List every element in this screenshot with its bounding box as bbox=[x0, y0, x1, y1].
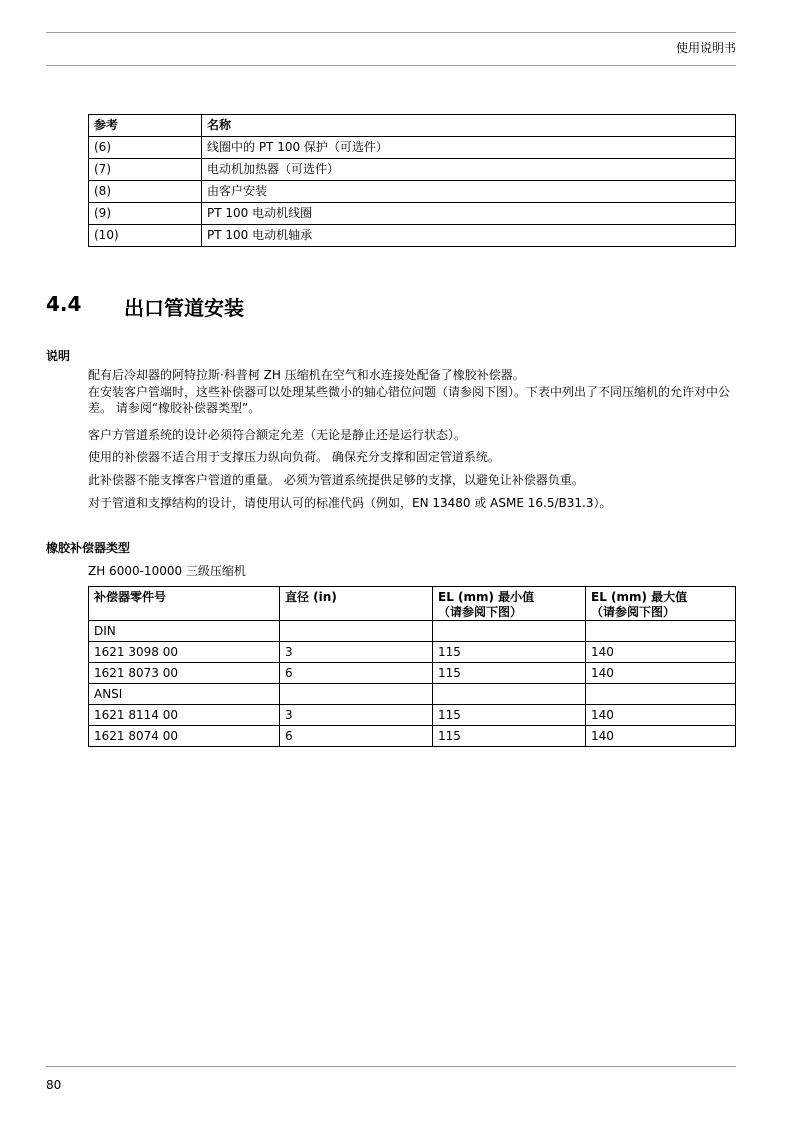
table-cell: 6 bbox=[280, 726, 433, 747]
compensator-subtitle: ZH 6000-10000 三级压缩机 bbox=[88, 564, 246, 578]
page-number: 80 bbox=[46, 1078, 62, 1092]
table-cell bbox=[433, 621, 586, 642]
header-cell-reference: 参考 bbox=[89, 115, 202, 137]
table-cell bbox=[280, 684, 433, 705]
header-cell-part-number bbox=[89, 587, 280, 621]
table-cell: (10) bbox=[89, 225, 202, 247]
description-paragraph: 配有后冷却器的阿特拉斯·科普柯 ZH 压缩机在空气和水连接处配备了橡胶补偿器。 bbox=[88, 368, 525, 382]
table-cell: 115 bbox=[433, 642, 586, 663]
table-cell: 线圈中的 PT 100 保护（可选件） bbox=[202, 137, 736, 159]
table-cell: 6 bbox=[280, 663, 433, 684]
table-cell: 140 bbox=[586, 663, 736, 684]
table-header-row bbox=[89, 115, 736, 137]
table-row bbox=[89, 663, 736, 684]
table-cell: 140 bbox=[586, 642, 736, 663]
table-cell: 1621 8074 00 bbox=[89, 726, 280, 747]
header-label: EL (mm) 最小值 bbox=[438, 590, 535, 604]
table-cell bbox=[586, 684, 736, 705]
table-cell: PT 100 电动机线圈 bbox=[202, 203, 736, 225]
table-cell: 1621 3098 00 bbox=[89, 642, 280, 663]
table-cell: 3 bbox=[280, 705, 433, 726]
table-cell bbox=[433, 684, 586, 705]
table-header-row bbox=[89, 587, 736, 621]
table-cell: 140 bbox=[586, 705, 736, 726]
table-row bbox=[89, 621, 736, 642]
table-cell: 115 bbox=[433, 663, 586, 684]
table-cell: 140 bbox=[586, 726, 736, 747]
table-row bbox=[89, 137, 736, 159]
header-title: 使用说明书 bbox=[675, 41, 736, 55]
table-cell: (9) bbox=[89, 203, 202, 225]
header-cell-name: 名称 bbox=[202, 115, 736, 137]
header-note: （请参阅下图） bbox=[591, 605, 676, 619]
header-top-rule bbox=[46, 32, 736, 33]
table-cell: PT 100 电动机轴承 bbox=[202, 225, 736, 247]
table-row bbox=[89, 225, 736, 247]
header-cell-el-min bbox=[433, 587, 586, 621]
compensator-heading: 橡胶补偿器类型 bbox=[46, 541, 131, 555]
table-row bbox=[89, 726, 736, 747]
table-cell: (8) bbox=[89, 181, 202, 203]
table-cell: (7) bbox=[89, 159, 202, 181]
table-cell: 3 bbox=[280, 642, 433, 663]
table-cell bbox=[280, 621, 433, 642]
table-cell: 由客户安装 bbox=[202, 181, 736, 203]
table-cell: 115 bbox=[433, 705, 586, 726]
compensator-table bbox=[88, 586, 736, 747]
table-row bbox=[89, 684, 736, 705]
table-cell: 电动机加热器（可选件） bbox=[202, 159, 736, 181]
description-paragraph: 客户方管道系统的设计必须符合额定允差（无论是静止还是运行状态）。 bbox=[88, 428, 467, 442]
description-heading: 说明 bbox=[46, 349, 71, 363]
description-paragraph: 对于管道和支撑结构的设计，请使用认可的标准代码（例如，EN 13480 或 ASME 16.5/B31.3）。 bbox=[88, 496, 612, 510]
description-paragraph: 使用的补偿器不适合用于支撑压力纵向负荷。 确保充分支撑和固定管道系统。 bbox=[88, 450, 500, 464]
reference-table bbox=[88, 114, 736, 247]
header-label: 直径 (in) bbox=[285, 590, 337, 604]
description-paragraph: 此补偿器不能支撑客户管道的重量。 必须为管道系统提供足够的支撑，以避免让补偿器负重。 bbox=[88, 473, 584, 487]
table-row bbox=[89, 203, 736, 225]
table-cell: ANSI bbox=[89, 684, 280, 705]
header-bottom-rule bbox=[46, 65, 736, 66]
section-title: 出口管道安装 bbox=[124, 296, 244, 320]
table-row bbox=[89, 705, 736, 726]
header-label: EL (mm) 最大值 bbox=[591, 590, 688, 604]
table-cell: 1621 8114 00 bbox=[89, 705, 280, 726]
header-cell-diameter bbox=[280, 587, 433, 621]
table-row bbox=[89, 159, 736, 181]
header-note: （请参阅下图） bbox=[438, 605, 523, 619]
table-cell: 115 bbox=[433, 726, 586, 747]
header-cell-el-max bbox=[586, 587, 736, 621]
description-paragraph: 在安装客户管端时，这些补偿器可以处理某些微小的轴心错位问题（请参阅下图）。下表中列出了不同压缩机的允许对中公差。 请参阅“橡胶补偿器类型”。 bbox=[88, 385, 731, 415]
table-cell: (6) bbox=[89, 137, 202, 159]
table-cell bbox=[586, 621, 736, 642]
table-cell: 1621 8073 00 bbox=[89, 663, 280, 684]
header-label: 补偿器零件号 bbox=[94, 590, 167, 604]
table-cell: DIN bbox=[89, 621, 280, 642]
table-row bbox=[89, 642, 736, 663]
footer-rule bbox=[46, 1066, 736, 1067]
table-row bbox=[89, 181, 736, 203]
section-number: 4.4 bbox=[46, 292, 82, 316]
